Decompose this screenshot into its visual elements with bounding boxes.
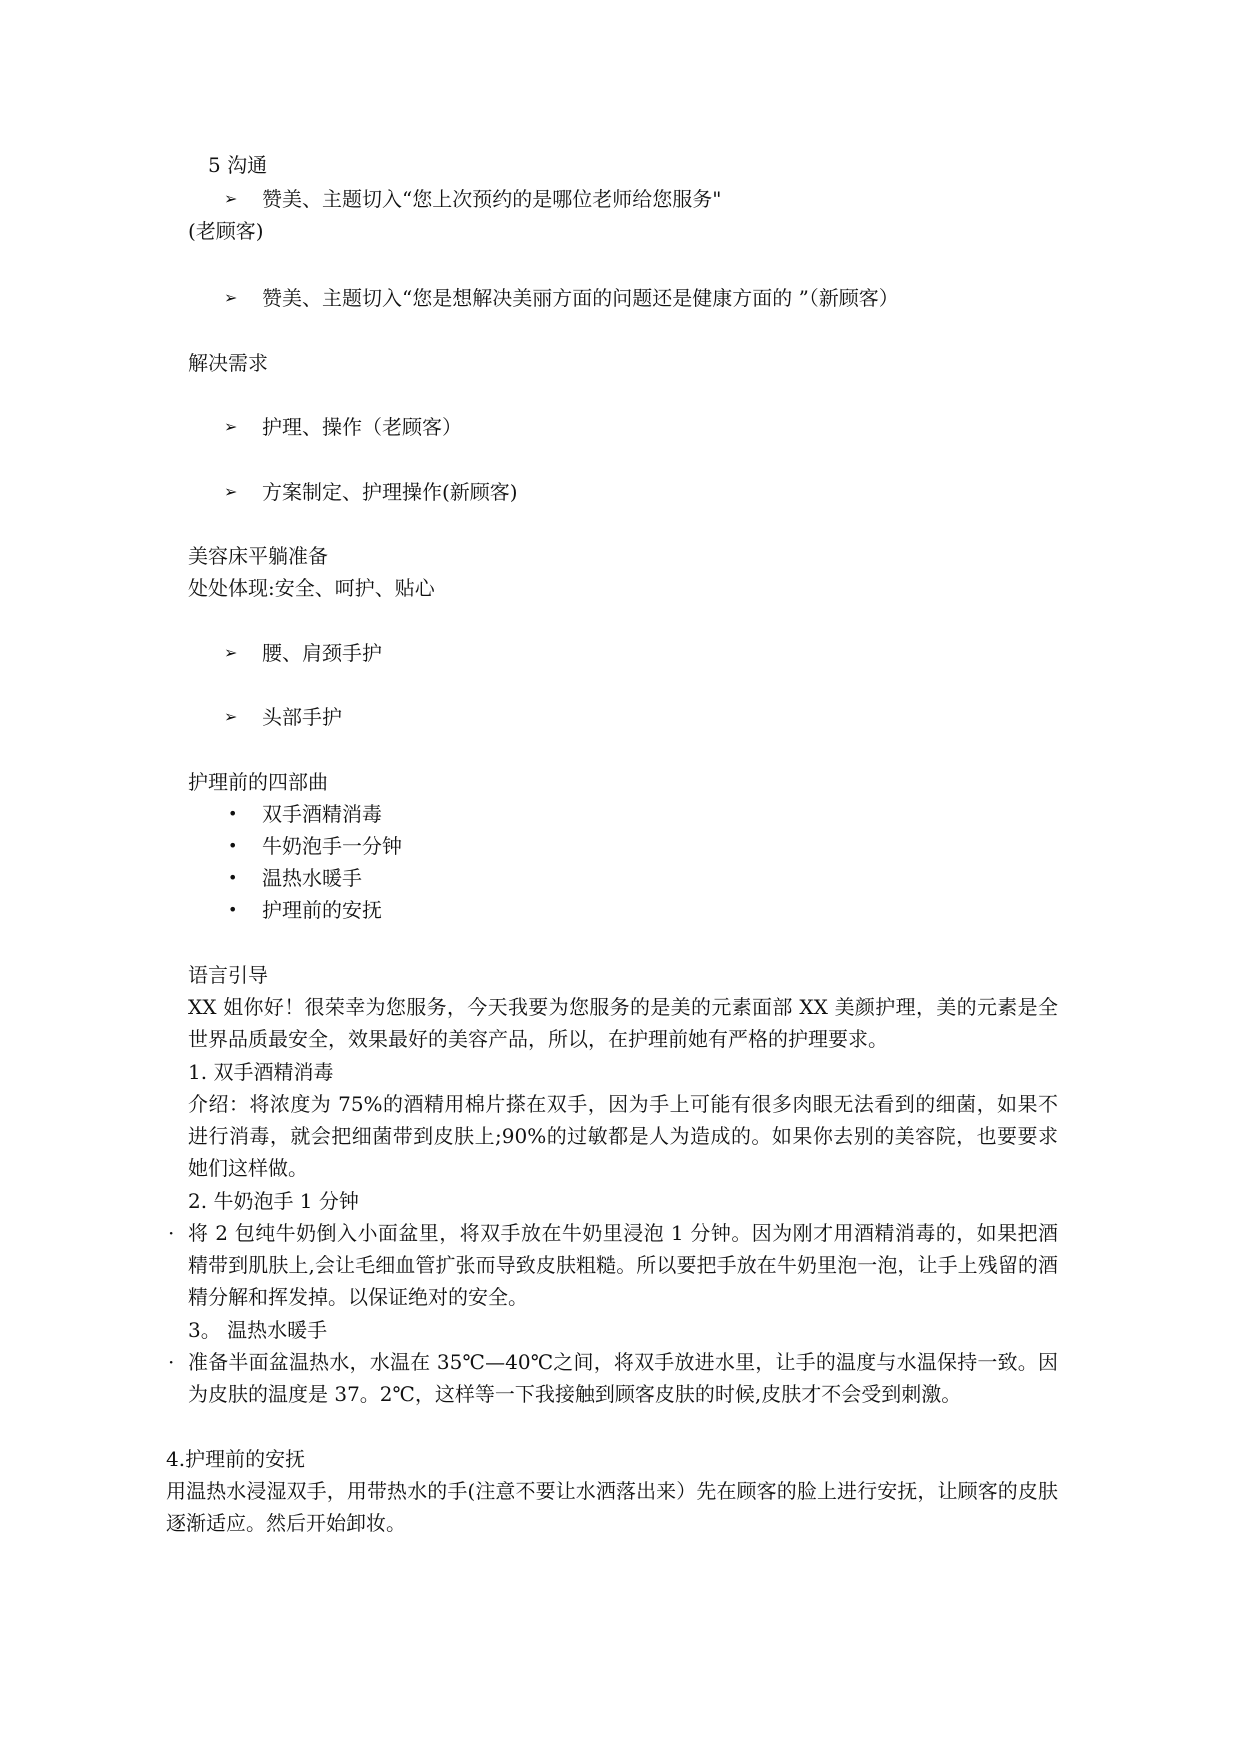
arrow-bullet-icon: ➢ [224, 643, 238, 662]
section-heading-bed: 美容床平躺准备 [188, 544, 328, 568]
dot-bullet-icon: • [228, 804, 238, 823]
step1-title: 1. 双手酒精消毒 [188, 1060, 334, 1084]
arrow-bullet-icon: ➢ [224, 288, 238, 307]
bed-item: 头部手护 [262, 705, 342, 729]
bullet-praise-new-customer: 赞美、主题切入“您是想解决美丽方面的问题还是健康方面的 ”（新顾客） [262, 286, 899, 310]
bullet-praise-old-customer: 赞美、主题切入“您上次预约的是哪位老师给您服务" [262, 187, 722, 211]
section-heading-four-steps: 护理前的四部曲 [188, 770, 328, 794]
step4-title: 4.护理前的安抚 [166, 1447, 306, 1471]
small-dot-bullet-icon: · [168, 1221, 175, 1245]
four-steps-item: 温热水暖手 [262, 866, 362, 890]
step3-paragraph: 准备半面盆温热水，水温在 35℃—40℃之间，将双手放进水里，让手的温度与水温保持一致。因为皮肤的温度是 37。2℃，这样等一下我接触到顾客皮肤的时候,皮肤才不会受到刺激。 [188, 1350, 1058, 1406]
needs-item: 护理、操作（老顾客） [262, 415, 462, 439]
four-steps-item: 牛奶泡手一分钟 [262, 834, 402, 858]
step2-paragraph: 将 2 包纯牛奶倒入小面盆里，将双手放在牛奶里浸泡 1 分钟。因为刚才用酒精消毒的，如果把酒精带到肌肤上,会让毛细血管扩张而导致皮肤粗糙。所以要把手放在牛奶里泡一泡，让手上残留的酒精分解和挥发掉。以保证绝对的安全。 [188, 1221, 1058, 1309]
bed-subline: 处处体现:安全、呵护、贴心 [188, 576, 435, 600]
bed-item: 腰、肩颈手护 [262, 641, 382, 665]
section-heading-needs: 解决需求 [188, 351, 268, 375]
arrow-bullet-icon: ➢ [224, 482, 238, 501]
section-heading-communication: 5 沟通 [208, 153, 268, 177]
dot-bullet-icon: • [228, 836, 238, 855]
four-steps-item: 护理前的安抚 [262, 898, 382, 922]
step4-paragraph: 用温热水浸湿双手，用带热水的手(注意不要让水洒落出来）先在顾客的脸上进行安抚，让顾客的皮肤逐渐适应。然后开始卸妆。 [166, 1479, 1058, 1535]
dot-bullet-icon: • [228, 868, 238, 887]
four-steps-item: 双手酒精消毒 [262, 802, 382, 826]
needs-item: 方案制定、护理操作(新顾客) [262, 480, 518, 504]
bullet-old-customer-suffix: (老顾客) [188, 219, 264, 243]
dot-bullet-icon: • [228, 900, 238, 919]
section-heading-language-guide: 语言引导 [188, 963, 268, 987]
arrow-bullet-icon: ➢ [224, 417, 238, 436]
small-dot-bullet-icon: · [168, 1350, 175, 1374]
step3-title: 3。 温热水暖手 [188, 1318, 328, 1342]
arrow-bullet-icon: ➢ [224, 189, 238, 208]
step2-title: 2. 牛奶泡手 1 分钟 [188, 1189, 359, 1213]
guide-intro-paragraph: XX 姐你好！很荣幸为您服务，今天我要为您服务的是美的元素面部 XX 美颜护理，美的元素是全世界品质最安全，效果最好的美容产品，所以，在护理前她有严格的护理要求。 [188, 995, 1058, 1051]
step1-paragraph: 介绍：将浓度为 75%的酒精用棉片搽在双手，因为手上可能有很多肉眼无法看到的细菌，如果不进行消毒，就会把细菌带到皮肤上;90%的过敏都是人为造成的。如果你去别的美容院，也要要求她们这样做。 [188, 1092, 1058, 1180]
arrow-bullet-icon: ➢ [224, 707, 238, 726]
